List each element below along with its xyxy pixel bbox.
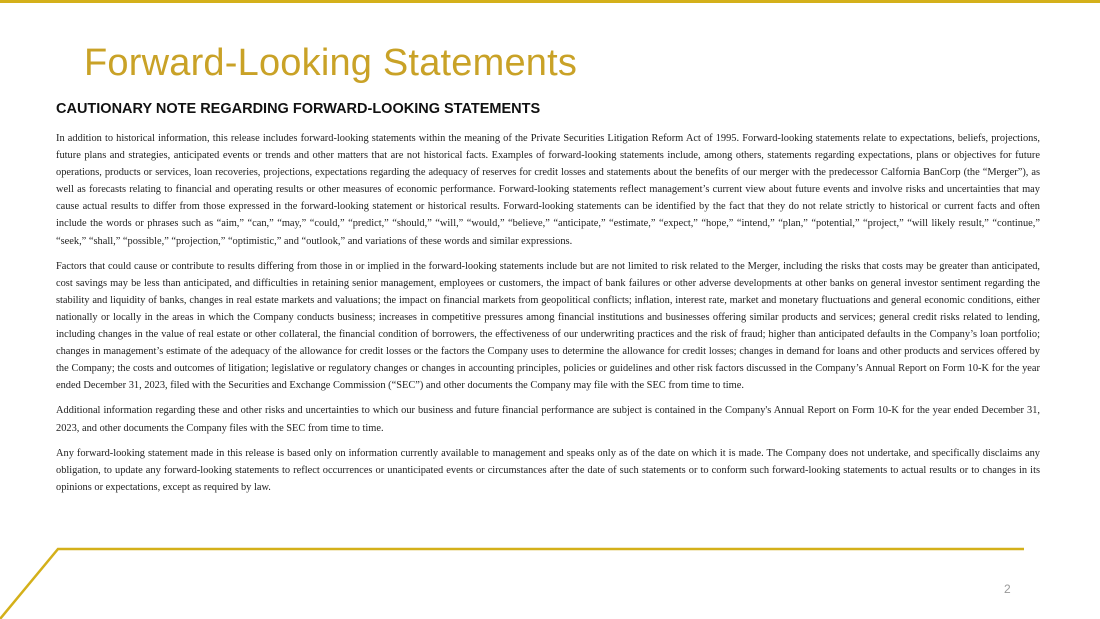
slide-title: Forward-Looking Statements [84,42,578,84]
paragraph-additional-info: Additional information regarding these and other risks and uncertainties to which our business and future financial performance are subject is contained in the Company's Annual Report on Form 10-K for the year ended December 31, 2023, and other documents the Company files with the SEC from time to time. [56,405,1040,434]
paragraph-factors: Factors that could cause or contribute to results differing from those in or implied in the forward-looking statements include but are not limited to risk related to the Merger, including the risks that costs may be greater than anticipated, cost savings may be less than anticipated, and difficulties in retaining senior management, employees or customers, the impact of bank failures or other adverse developments at other banks on general investor sentiment regarding the stability and liquidity of banks, changes in real estate markets and valuations; the impact on financial markets from geopolitical conflicts; inflation, interest rate, market and monetary fluctuations and general economic conditions, either nationally or locally in the areas in which the Company conducts business; increases in competitive pressures among financial institutions and businesses offering similar products and services; general credit risks related to lending, including changes in the value of real estate or other collateral, the financial condition of borrowers, the effectiveness of our underwriting practices and the risk of fraud; higher than anticipated defaults in the Company’s loan portfolio; changes in management’s estimate of the adequacy of the allowance for credit losses or the factors the Company uses to determine the allowance for credit losses; changes in demand for loans and other products and services offered by the Company; the costs and outcomes of litigation; legislative or regulatory changes or changes in accounting principles, policies or guidelines and other risk factors discussed in the Company’s Annual Report on Form 10-K for the year ended December 31, 2023, filed with the Securities and Exchange Commission (“SEC”) and other documents the Company may file with the SEC from time to time. [56,260,1040,392]
section-heading: CAUTIONARY NOTE REGARDING FORWARD-LOOKING STATEMENTS [56,101,541,117]
page-number: 2 [1004,582,1011,596]
disclaimer-body [56,130,1040,504]
paragraph-intro: In addition to historical information, this release includes forward-looking statements within the meaning of the Private Securities Litigation Reform Act of 1995. Forward-looking statements relate to expectations, beliefs, projections, future plans and strategies, anticipated events or trends and other matters that are not historical facts. Examples of forward-looking statements include, among others, statements regarding expectations, plans or objectives for future operations, products or services, loan recoveries, projections, expectations regarding the adequacy of reserves for credit losses and statements about the benefits of our merger with the predecessor Calfornia BanCorp (the “Merger”), as well as forecasts relating to financial and operating results or other measures of economic performance. Forward-looking statements reflect management’s current view about future events and involve risks and uncertainties that may cause actual results to differ from those expressed in the forward-looking statement or historical results. Forward-looking statements can be identified by the fact that they do not relate strictly to historical or current facts and often include the words or phrases such as “aim,” “can,” “may,” “could,” “predict,” “should,” “will,” “would,” “believe,” “anticipate,” “estimate,” “expect,” “hope,” “intend,” “plan,” “potential,” “project,” “will likely result,” “continue,” “seek,” “shall,” “possible,” “projection,” “optimistic,” and “outlook,” and variations of these words and similar expressions. [56,133,1040,247]
paragraph-no-update: Any forward-looking statement made in this release is based only on information currently available to management and speaks only as of the date on which it is made. The Company does not undertake, and specifically disclaims any obligation, to update any forward-looking statements to reflect occurrences or unanticipated events or circumstances after the date of such statements or to conform such forward-looking statements to actual results or to changes in its opinions or expectations, except as required by law. [56,447,1040,493]
